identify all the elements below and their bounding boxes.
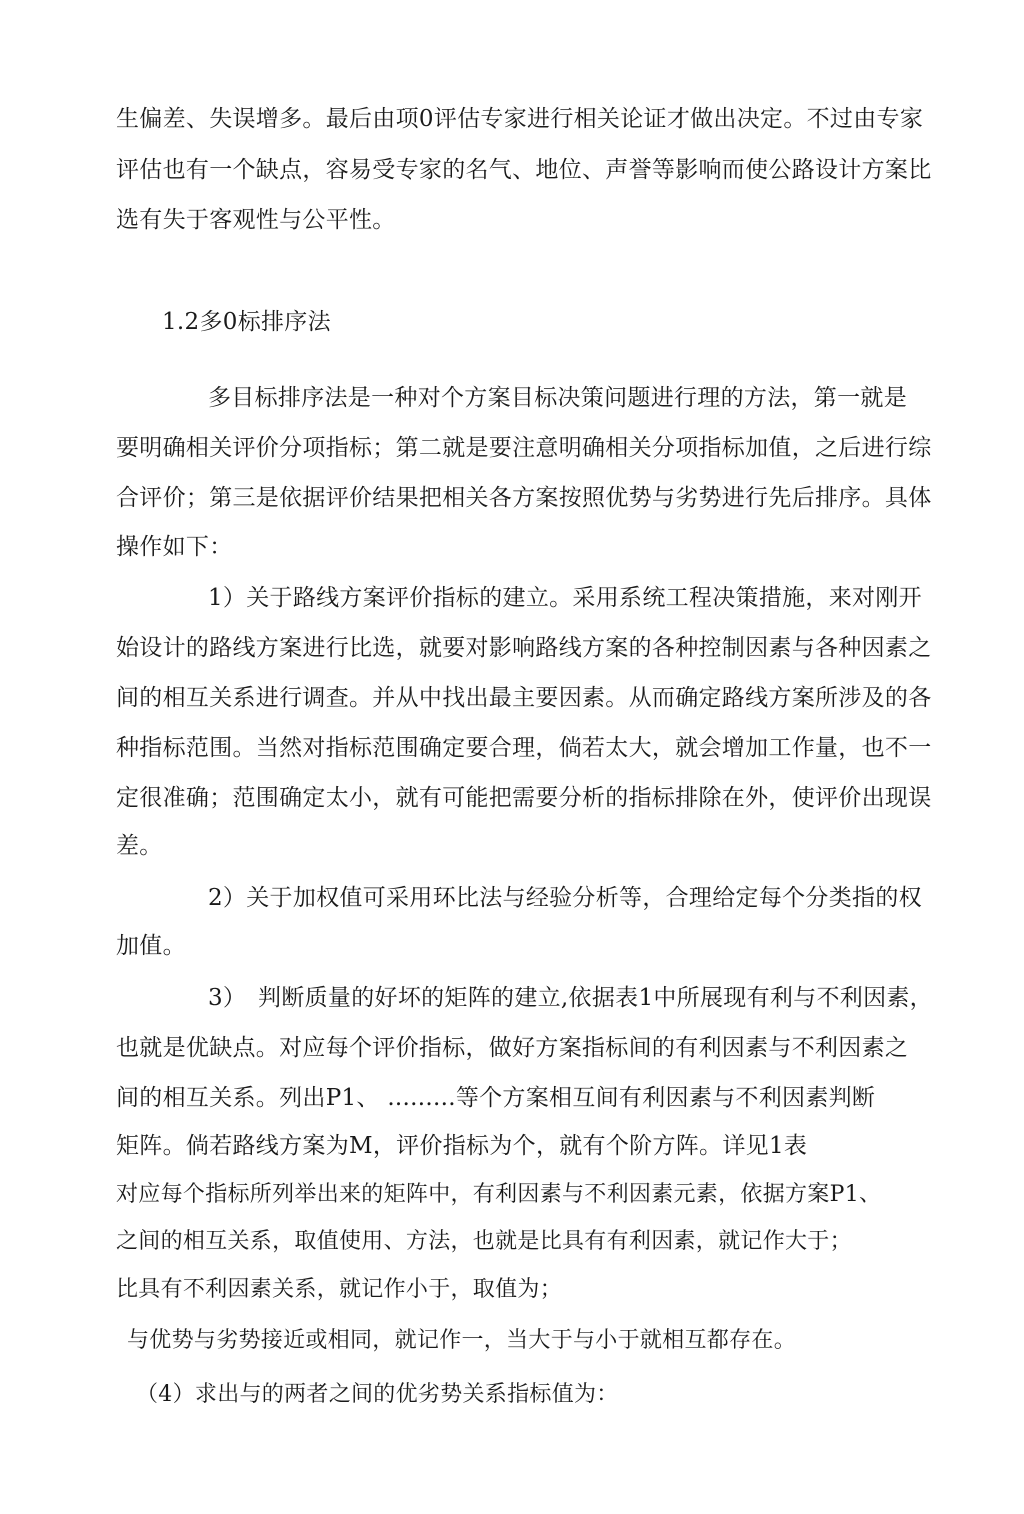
text-line: 比具有不利因素关系，就记作小于，取值为； xyxy=(116,1277,563,1302)
text-line: 要明确相关评价分项指标；第二就是要注意明确相关分项指标加值，之后进行综 xyxy=(116,435,932,461)
text-line: 操作如下： xyxy=(116,534,233,560)
text-line: 合评价；第三是依据评价结果把相关各方案按照优势与劣势进行先后排序。具体 xyxy=(116,485,932,511)
text-line: 种指标范围。当然对指标范围确定要合理，倘若太大，就会增加工作量，也不一 xyxy=(116,735,932,761)
text-line: 间的相互关系。列出P1、 .........等个方案相互间有利因素与不利因素判断 xyxy=(116,1085,876,1111)
text-line: 与优势与劣势接近或相同，就记作一，当大于与小于就相互都存在。 xyxy=(127,1328,797,1353)
text-line: 对应每个指标所列举出来的矩阵中，有利因素与不利因素元素，依据方案P1、 xyxy=(116,1182,882,1207)
text-line: 生偏差、失误增多。最后由项0评估专家进行相关论证才做出决定。不过由专家 xyxy=(116,106,924,132)
section-heading: 1.2多0标排序法 xyxy=(162,309,331,335)
text-line: 定很准确；范围确定太小，就有可能把需要分析的指标排除在外，使评价出现误 xyxy=(116,785,932,811)
text-line: 多目标排序法是一种对个方案目标决策问题进行理的方法，第一就是 xyxy=(208,385,907,411)
text-line: 加值。 xyxy=(116,933,186,959)
list-item-text: 1）关于路线方案评价指标的建立。采用系统工程决策措施，来对刚开 xyxy=(208,585,922,611)
list-item-text: 3） 判断质量的好坏的矩阵的建立,依据表1中所展现有利与不利因素， xyxy=(208,985,933,1011)
text-line: 之间的相互关系，取值使用、方法，也就是比具有有利因素，就记作大于； xyxy=(116,1229,852,1254)
list-item-text: 2）关于加权值可采用环比法与经验分析等，合理给定每个分类指的权 xyxy=(208,885,922,911)
text-line: 差。 xyxy=(116,833,163,859)
text-line: 间的相互关系进行调查。并从中找出最主要因素。从而确定路线方案所涉及的各 xyxy=(116,685,932,711)
list-item-text: （4）求出与的两者之间的优劣势关系指标值为： xyxy=(136,1382,619,1407)
text-line: 评估也有一个缺点，容易受专家的名气、地位、声誉等影响而使公路设计方案比 xyxy=(116,157,932,183)
text-line: 矩阵。倘若路线方案为M，评价指标为个，就有个阶方阵。详见1表 xyxy=(116,1133,808,1159)
text-line: 也就是优缺点。对应每个评价指标，做好方案指标间的有利因素与不利因素之 xyxy=(116,1035,909,1061)
text-line: 选有失于客观性与公平性。 xyxy=(116,207,396,233)
text-line: 始设计的路线方案进行比选，就要对影响路线方案的各种控制因素与各种因素之 xyxy=(116,635,932,661)
